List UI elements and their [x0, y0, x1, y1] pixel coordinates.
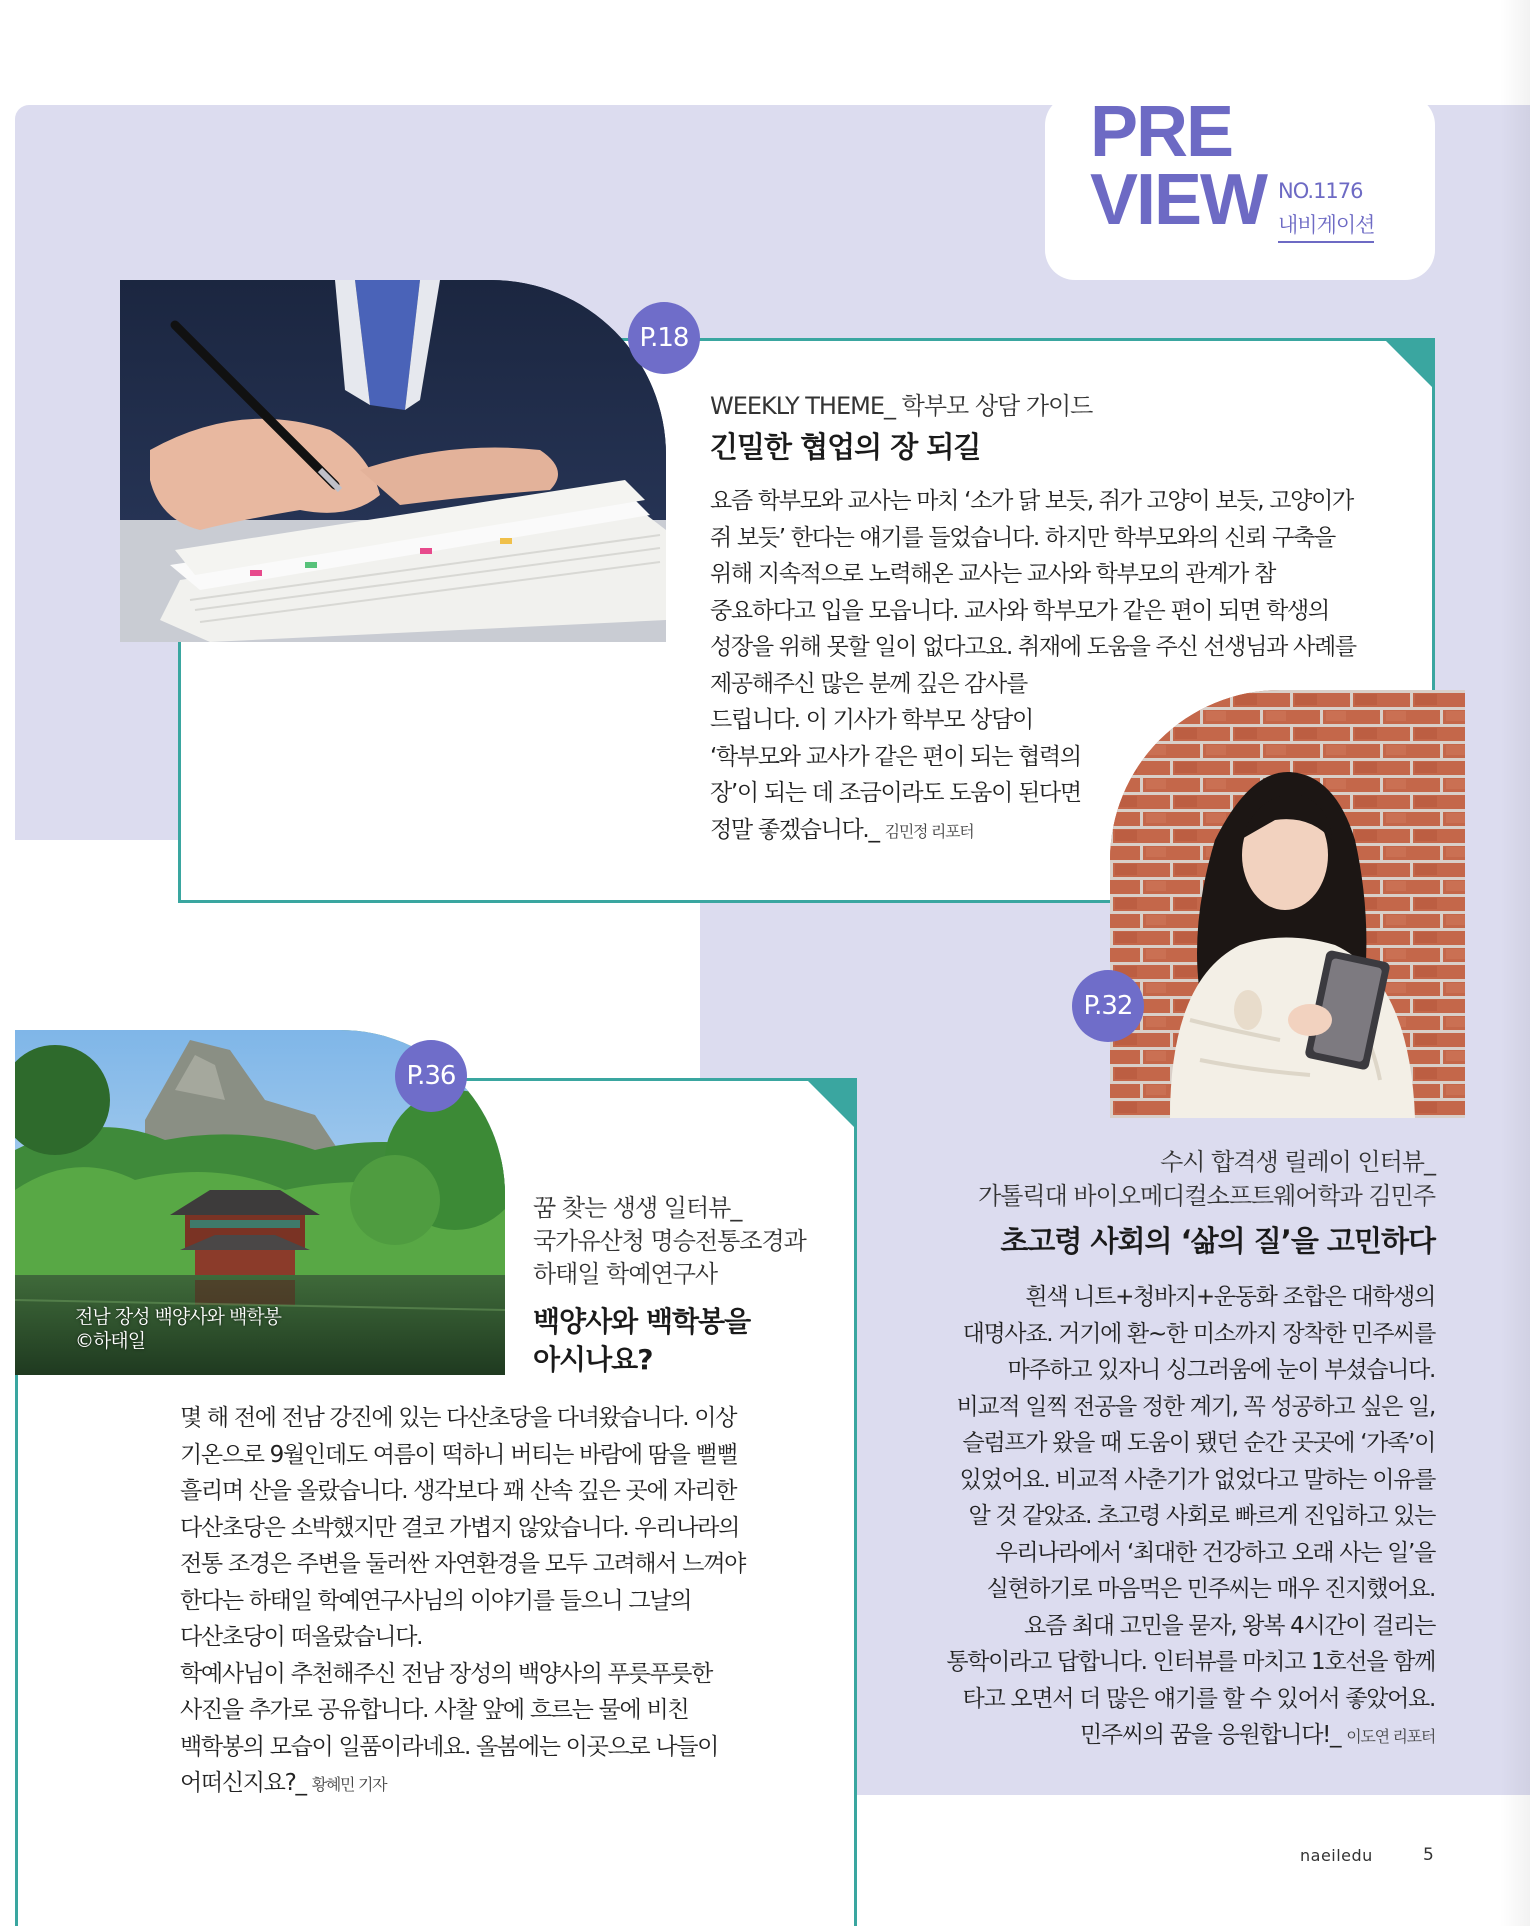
preview-word-pre: PRE [1090, 92, 1233, 172]
article1-line: 요즘 학부모와 교사는 마치 ‘소가 닭 보듯, 쥐가 고양이 보듯, 고양이가 [710, 488, 1353, 514]
article2-line: 통학이라고 답합니다. 인터뷰를 마치고 1호선을 함께 [946, 1649, 1435, 1675]
article2-line: 비교적 일찍 전공을 정한 계기, 꼭 성공하고 싶은 일, [956, 1393, 1435, 1420]
article1-line: 드립니다. 이 기사가 학부모 상담이 [710, 707, 1033, 733]
article3-kicker-1: 꿈 찾는 생생 일터뷰_ [533, 1194, 742, 1222]
article2-body [880, 1279, 1435, 1756]
article2-line: 우리나라에서 ‘최대한 건강하고 오래 사는 일’을 [995, 1539, 1435, 1566]
preview-title [1090, 92, 1267, 240]
article3-title-1: 백양사와 백학봉을 [533, 1305, 751, 1338]
preview-word-view: VIEW [1090, 160, 1267, 240]
article1-line: 정말 좋겠습니다._ [710, 816, 879, 843]
section-name: 내비게이션 [1278, 209, 1374, 243]
student-portrait-photo [1110, 690, 1465, 1118]
article3-photo-caption [75, 1305, 281, 1353]
article1-line: ‘학부모와 교사가 같은 편이 되는 협력의 [710, 743, 1081, 770]
article3-line: 기온으로 9월인데도 여름이 떡하니 버티는 바람에 땀을 뻘뻘 [180, 1441, 738, 1468]
article2-title: 초고령 사회의 ‘삶의 질’을 고민하다 [1000, 1224, 1435, 1258]
article1-line: 쥐 보듯’ 한다는 얘기를 들었습니다. 하지만 학부모와의 신뢰 구축을 [710, 524, 1335, 551]
article3-line: 다산초당이 떠올랐습니다. [180, 1624, 423, 1650]
article3-line: 몇 해 전에 전남 강진에 있는 다산초당을 다녀왔습니다. 이상 [180, 1405, 737, 1431]
footer-page-number: 5 [1423, 1845, 1434, 1865]
article3-corner-fold [805, 1078, 857, 1130]
article3-line: 학예사님이 추천해주신 전남 장성의 백양사의 푸릇푸릇한 [180, 1660, 713, 1687]
article3-line: 전통 조경은 주변을 둘러싼 자연환경을 모두 고려해서 느껴야 [180, 1551, 746, 1577]
article1-title: 긴밀한 협업의 장 되길 [710, 430, 981, 464]
article1-line: 중요하다고 입을 모읍니다. 교사와 학부모가 같은 편이 되면 학생의 [710, 597, 1329, 624]
article2-byline: 이도연 리포터 [1346, 1727, 1435, 1746]
footer-brand: naeiledu [1300, 1846, 1373, 1865]
article1-line: 성장을 위해 못할 일이 없다고요. 취재에 도움을 주신 선생님과 사례를 [710, 634, 1356, 660]
article3-kicker-2: 국가유산청 명승전통조경과 [533, 1227, 806, 1255]
article2-line-last [880, 1717, 1435, 1756]
article1-corner-fold [1383, 338, 1435, 390]
article2-line: 슬럼프가 왔을 때 도움이 됐던 순간 곳곳에 ‘가족’이 [962, 1430, 1435, 1456]
article3-caption-line-1: 전남 장성 백양사와 백학봉 [75, 1306, 282, 1328]
article1-photo [120, 280, 666, 642]
article2-line: 대명사죠. 거기에 환~한 미소까지 장착한 민주씨를 [962, 1320, 1435, 1347]
article3-line: 사진을 추가로 공유합니다. 사찰 앞에 흐르는 물에 비친 [180, 1697, 689, 1723]
article3-body [180, 1400, 840, 1804]
article2-kicker-2: 가톨릭대 바이오메디컬소프트웨어학과 김민주 [978, 1182, 1435, 1210]
article3-line: 흘리며 산을 올랐습니다. 생각보다 꽤 산속 깊은 곳에 자리한 [180, 1478, 737, 1504]
article3-line: 백학봉의 모습이 일품이라네요. 올봄에는 이곳으로 나들이 [180, 1733, 719, 1760]
article3-kicker-3: 하태일 학예연구사 [533, 1260, 718, 1288]
article2-line: 있었어요. 비교적 사춘기가 없었다고 말하는 이유를 [959, 1466, 1435, 1493]
article1-line: 장’이 되는 데 조금이라도 도움이 된다면 [710, 780, 1081, 806]
article1-line: 제공해주신 많은 분께 깊은 감사를 [710, 670, 1027, 697]
article2-line: 실현하기로 마음먹은 민주씨는 매우 진지했어요. [986, 1576, 1435, 1602]
article1-line: 위해 지속적으로 노력해온 교사는 교사와 학부모의 관계가 참 [710, 561, 1276, 587]
article3-byline: 황혜민 기자 [311, 1775, 387, 1794]
article2-text [880, 1145, 1435, 1756]
article3-heading [533, 1192, 833, 1379]
article2-line: 타고 오면서 더 많은 얘기를 할 수 있어서 좋았어요. [962, 1685, 1435, 1712]
article2-line: 민주씨의 꿈을 응원합니다!_ [1080, 1722, 1341, 1748]
article1-page-badge[interactable]: P.18 [628, 302, 700, 374]
article2-line: 알 것 같았죠. 초고령 사회로 빠르게 진입하고 있는 [968, 1503, 1435, 1529]
article3-title-2: 아시나요? [533, 1343, 653, 1376]
article2-line: 요즘 최대 고민을 묻자, 왕복 4시간이 걸리는 [1023, 1612, 1435, 1639]
article2-line: 흰색 니트+청바지+운동화 조합은 대학생의 [1025, 1284, 1435, 1310]
article3-line: 한다는 하태일 학예연구사님의 이야기를 들으니 그날의 [180, 1587, 692, 1614]
article2-kicker-1: 수시 합격생 릴레이 인터뷰_ [1160, 1148, 1435, 1176]
article3-line: 다산초당은 소박했지만 결코 가볍지 않았습니다. 우리나라의 [180, 1514, 740, 1541]
pen-signing-papers-photo [120, 280, 666, 642]
article3-line: 어떠신지요?_ [180, 1770, 306, 1796]
issue-number: NO.1176 [1278, 179, 1363, 203]
article2-line: 마주하고 있자니 싱그러움에 눈이 부셨습니다. [1007, 1357, 1435, 1383]
page-right-shade [1500, 0, 1530, 1926]
article3-line-last [180, 1765, 840, 1804]
article3-page-badge[interactable]: P.36 [395, 1040, 467, 1112]
article1-byline: 김민정 리포터 [884, 821, 974, 841]
article2-page-badge[interactable]: P.32 [1072, 970, 1144, 1042]
article3-caption-line-2: ©하태일 [75, 1330, 146, 1352]
article1-kicker: WEEKLY THEME_ 학부모 상담 가이드 [710, 392, 1093, 420]
article2-photo [1110, 690, 1465, 1118]
